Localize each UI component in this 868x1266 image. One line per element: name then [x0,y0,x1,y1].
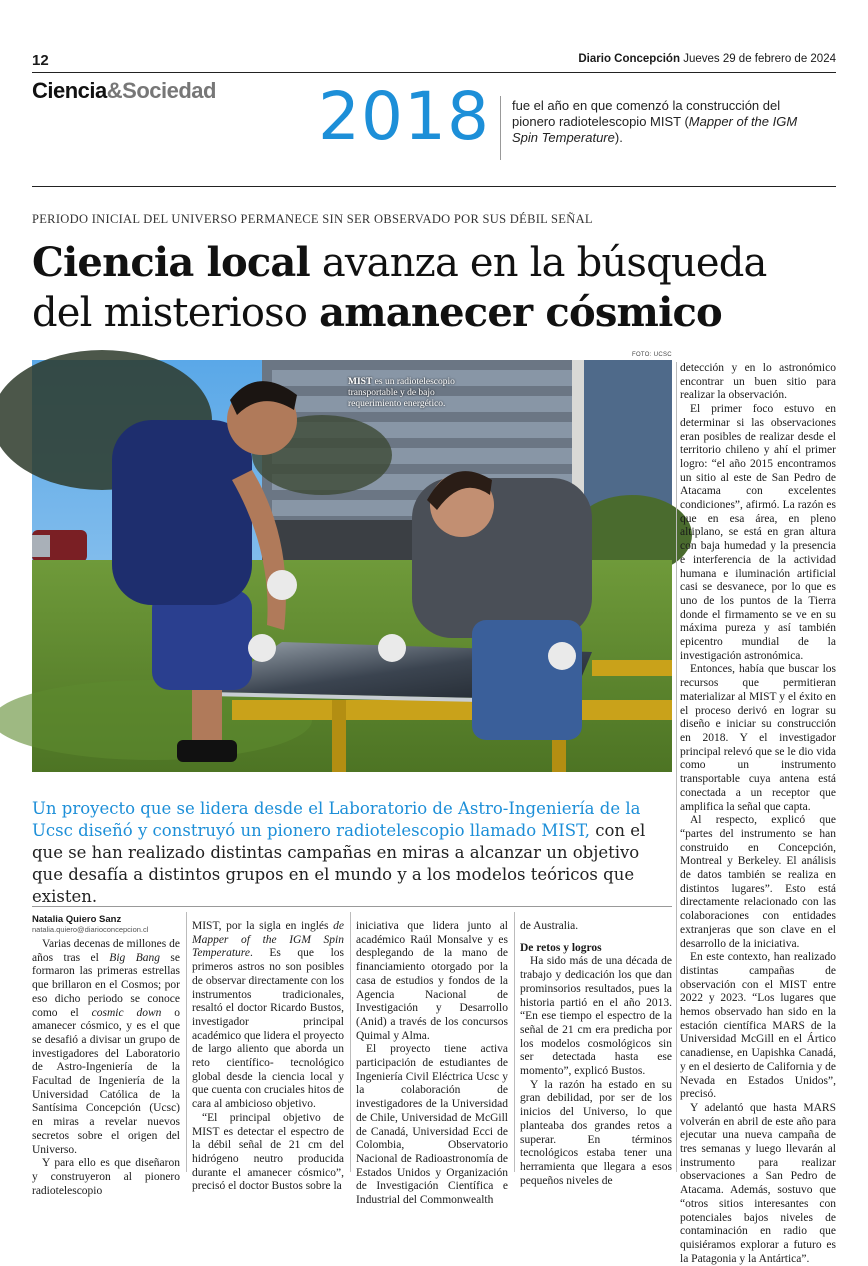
highlight-text: fue el año en que comenzó la construcción del pionero radiotelescopio MIST (Mapper of the IGM Spin Temperature). [512,98,798,145]
body-rule [32,906,672,907]
page-number: 12 [32,52,49,69]
body-column-2: MIST, por la sigla en inglés de Mapper of the IGM Spin Temperature. Es que los primeros astros no son posibles de observar directamente con los instrumentos tradicionales, resaltó el doctor Ricardo Bustos, investigador principal académico que lidera el proyecto de largo aliento que aborda un reto científico- tecnológico global desde la ciencia local y que cuenta con cruciales hitos de cara al ambicioso objetivo. “El principal objetivo de MIST es detectar el espectro de la débil señal de 21 cm del hidrógeno neutro producida durante el amanecer cósmico”, precisó el doctor Bustos sobre la [192,920,344,1193]
body-column-4: de Australia. De retos y logros Ha sido más de una década de trabajo y dedicación los que dan prominsorios resultados, pues la historia partió en el año 2013. “En ese tiempo el espectro de la señal de 21 cm era predicha por los modelos cosmológicos sin ser detectada hasta ese momento”, explicó Bustos. Y la razón ha estado en su gran debilidad, por ser de los inicios del Universo, lo que planteaba dos grandes retos a superar. En términos tecnológicos estaba tener una herramienta que llegara a esos pequeños niveles de [520,920,672,1187]
column-divider [350,912,351,1172]
issue-date: Jueves 29 de febrero de 2024 [683,53,836,65]
right-column: detección y en lo astronómico encontrar un buen sitio para realizar la observación. El primer foco estuvo en determinar si las observaciones eran posibles de realizar desde el territorio chileno y ahí el primer logro: “el año 2015 encontramos un sitio al este de San Pedro de Atacama con excelentes condiciones”, afirmó. La razón es que en esa área, en pleno altiplano, se está en gran altura con baja humedad y la presencia e interferencia de la actividad humana e iluminación artificial casi se desvanece, por lo que es uno de los puntos de la Tierra donde el firmamento se ve en su máxima pureza y así también epicentro mundial de la investigación astronómica. Entonces, había que buscar los recursos que permitieran materializar al MIST y el éxito en el proceso derivó en lograr su diseño e iniciar su construcción en 2018. Y el investigador principal relevó que se le dio vida como un instrumento transportable cuya antena está conectada a un receptor que amplifica la señal que capta. Al respecto, explicó que “partes del instrumento se han construido en Concepción, Montreal y Berkeley. El análisis de datos también se realiza en distintos lugares”. Esto está directamente relacionado con las colaboraciones con entidades extranjeras que son clave en el desarrollo de la iniciativa. En este contexto, han realizado distintas campañas de observación con el MIST entre 2022 y 2023. “Los lugares que hemos observado han sido en la estación científica MARS de la Universidad McGill en el Ártico canadiense, en Uapishka Canadá, y en el desierto de California y de Nevada en Estados Unidos”, precisó. Y adelantó que hasta MARS volverán en abril de este año para ejecutar una nueva campaña de tres semanas y luego llevarán al instrumento para realizar observaciones a San Pedro de Atacama. Además, sostuvo que “otros sitios interesantes con potenciales bajos niveles de contaminación en radio que quisiéramos explorar a futuro es la Patagonia y la Antártica”. [680,362,836,1265]
section-title [32,78,216,104]
subheading: De retos y logros [520,941,602,954]
section-part2: Sociedad [122,78,216,103]
header-rule [32,186,836,187]
column-divider [186,912,187,1172]
kicker: PERIODO INICIAL DEL UNIVERSO PERMANECE SIN SER OBSERVADO POR SUS DÉBIL SEÑAL [32,212,593,226]
top-rule [32,72,836,73]
section-amp: & [106,78,123,103]
author-name: Natalia Quiero Sanz [32,914,122,925]
body-column-1: Varias decenas de millones de años tras el Big Bang se formaron las primeras estrellas que brillaron en el Cosmos; por eso dicho periodo se conoce como el cosmic down o amanecer cósmico, y es el que se desafió a divisar un grupo de investigadores del Laboratorio de Astro-Ingeniería de la Facultad de Ingeniería de la Universidad Católica de la Santísima Concepción (Ucsc) en miras a revelar nuevos secretos sobre el origen del Universo. Y para ello es que diseñaron y construyeron al pionero radiotelescopio [32,938,181,1197]
paper-name: Diario Concepción [578,53,680,65]
masthead [578,53,836,65]
section-part1: Ciencia [32,78,107,103]
photo-caption: MIST es un radiotelescopio transportable y de bajo requerimiento energético. [348,377,455,409]
headline: Ciencia local avanza en la búsqueda del misterioso amanecer cósmico [32,239,767,336]
highlight-number: 2018 [318,78,490,155]
photo-illustration [32,360,672,772]
highlight-divider [500,96,501,160]
article-photo [32,360,672,772]
author-email[interactable]: natalia.quiero@diarioconcepcion.cl [32,925,149,934]
body-column-3: iniciativa que lidera junto al académico Raúl Monsalve y es desplegando de la mano de financiamiento otorgado por la casa de estudios y fondos de la Agencia Nacional de Investigación y Desarrollo (Anid) a través de los concursos Quimal y Alma. El proyecto tiene activa participación de estudiantes de Ingeniería Civil Eléctrica Ucsc y la colaboración de investigadores de la Universidad de Chile, Universidad de McGill de Canadá, Universidad Ecci de Colombia, Observatorio Nacional de Radioastronomía de Estados Unidos y Organización de Investigación Científica e Industrial del Commonwealth [356,920,508,1207]
column-divider [514,912,515,1172]
lead-paragraph: Un proyecto que se lidera desde el Laboratorio de Astro-Ingeniería de la Ucsc diseñó y construyó un pionero radiotelescopio llamado MIST, con el que se han realizado distintas campañas en miras a alcanzar un objetivo que desafía a distintos grupos en el mundo y a los modelos teóricos que existen. [32,799,646,906]
column-divider [676,362,677,1172]
byline [32,914,180,934]
photo-credit: FOTO: UCSC [632,352,672,358]
